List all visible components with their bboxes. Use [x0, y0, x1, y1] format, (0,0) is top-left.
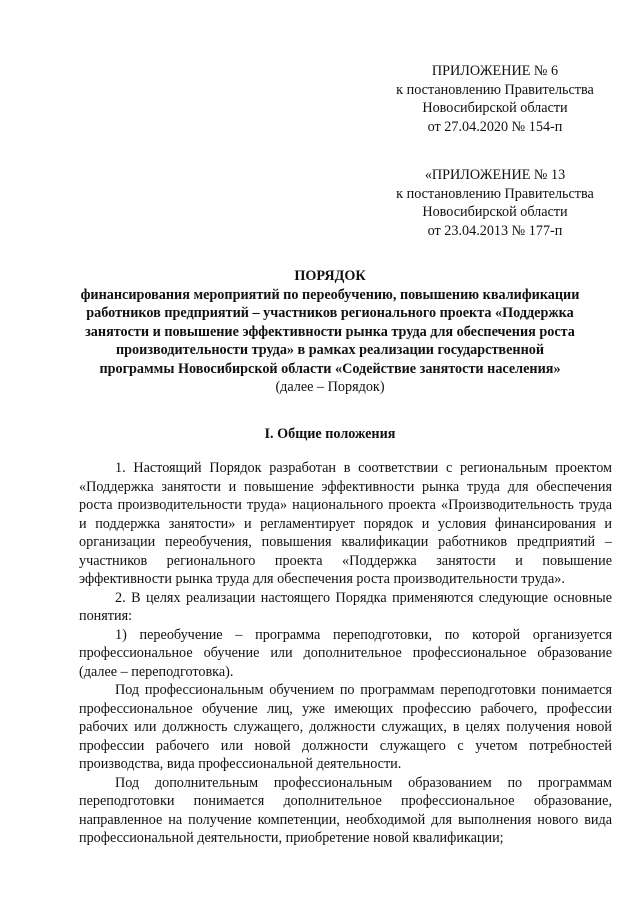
annex-current-date: от 27.04.2020 № 154-п [427, 118, 563, 135]
document-body [79, 459, 612, 848]
paragraph: 2. В целях реализации настоящего Порядка применяются следующие основные понятия: [79, 589, 612, 624]
title-line: занятости и повышение эффективности рынка труда для обеспечения роста [85, 323, 575, 340]
paragraph: Под профессиональным обучением по программам переподготовки понимается профессиональное обучение лиц, уже имеющих профессию рабочего, профессии рабочих или должность служащего, должности служащих, в целях получения новой профессии рабочего или новой должности служащего с учетом потребностей производства, вида профессиональной деятельности. [79, 682, 612, 772]
paragraph: 1) переобучение – программа переподготовки, по которой организуется профессиональное обучение или дополнительное профессиональное образование (далее – переподготовка). [79, 626, 612, 680]
annex-current-region: Новосибирской области [422, 100, 568, 116]
title-line: программы Новосибирской области «Содействие занятости населения» [99, 360, 561, 377]
annex-original-date: от 23.04.2013 № 177-п [427, 222, 563, 239]
title-line: производительности труда» в рамках реализации государственной [115, 342, 545, 358]
annex-original-resolution: к постановлению Правительства [396, 185, 594, 202]
paragraph: Под дополнительным профессиональным образованием по программам переподготовки понимается дополнительное профессиональное образование, направленное на получение компетенции, необходимой для выполнения нового вида профессиональной деятельности, приобретение новой квалификации; [79, 774, 612, 846]
annex-current-header [390, 62, 600, 136]
document-title [60, 267, 600, 397]
annex-original-number: «ПРИЛОЖЕНИЕ № 13 [424, 167, 566, 183]
title-line: работников предприятий – участников регионального проекта «Поддержка [86, 305, 574, 321]
title-line: финансирования мероприятий по переобучению, повышению квалификации [80, 286, 580, 303]
annex-original-header [390, 166, 600, 240]
title-abbreviation: (далее – Порядок) [275, 379, 385, 395]
annex-current-number: ПРИЛОЖЕНИЕ № 6 [431, 63, 559, 79]
paragraph: 1. Настоящий Порядок разработан в соответствии с региональным проектом «Поддержка занятости и повышение эффективности рынка труда для обеспечения роста производительности труда» национального проекта «Производительность труда и поддержка занятости» и регламентирует порядок и условия финансирования и организации переобучения, повышения квалификации работников предприятий – участников регионального проекта «Поддержка занятости и повышение эффективности рынка труда для обеспечения роста производительности труда». [79, 460, 612, 587]
annex-current-resolution: к постановлению Правительства [396, 81, 594, 98]
annex-original-region: Новосибирской области [422, 204, 568, 220]
section-heading: I. Общие положения [264, 426, 396, 442]
title-heading: ПОРЯДОК [294, 268, 366, 284]
